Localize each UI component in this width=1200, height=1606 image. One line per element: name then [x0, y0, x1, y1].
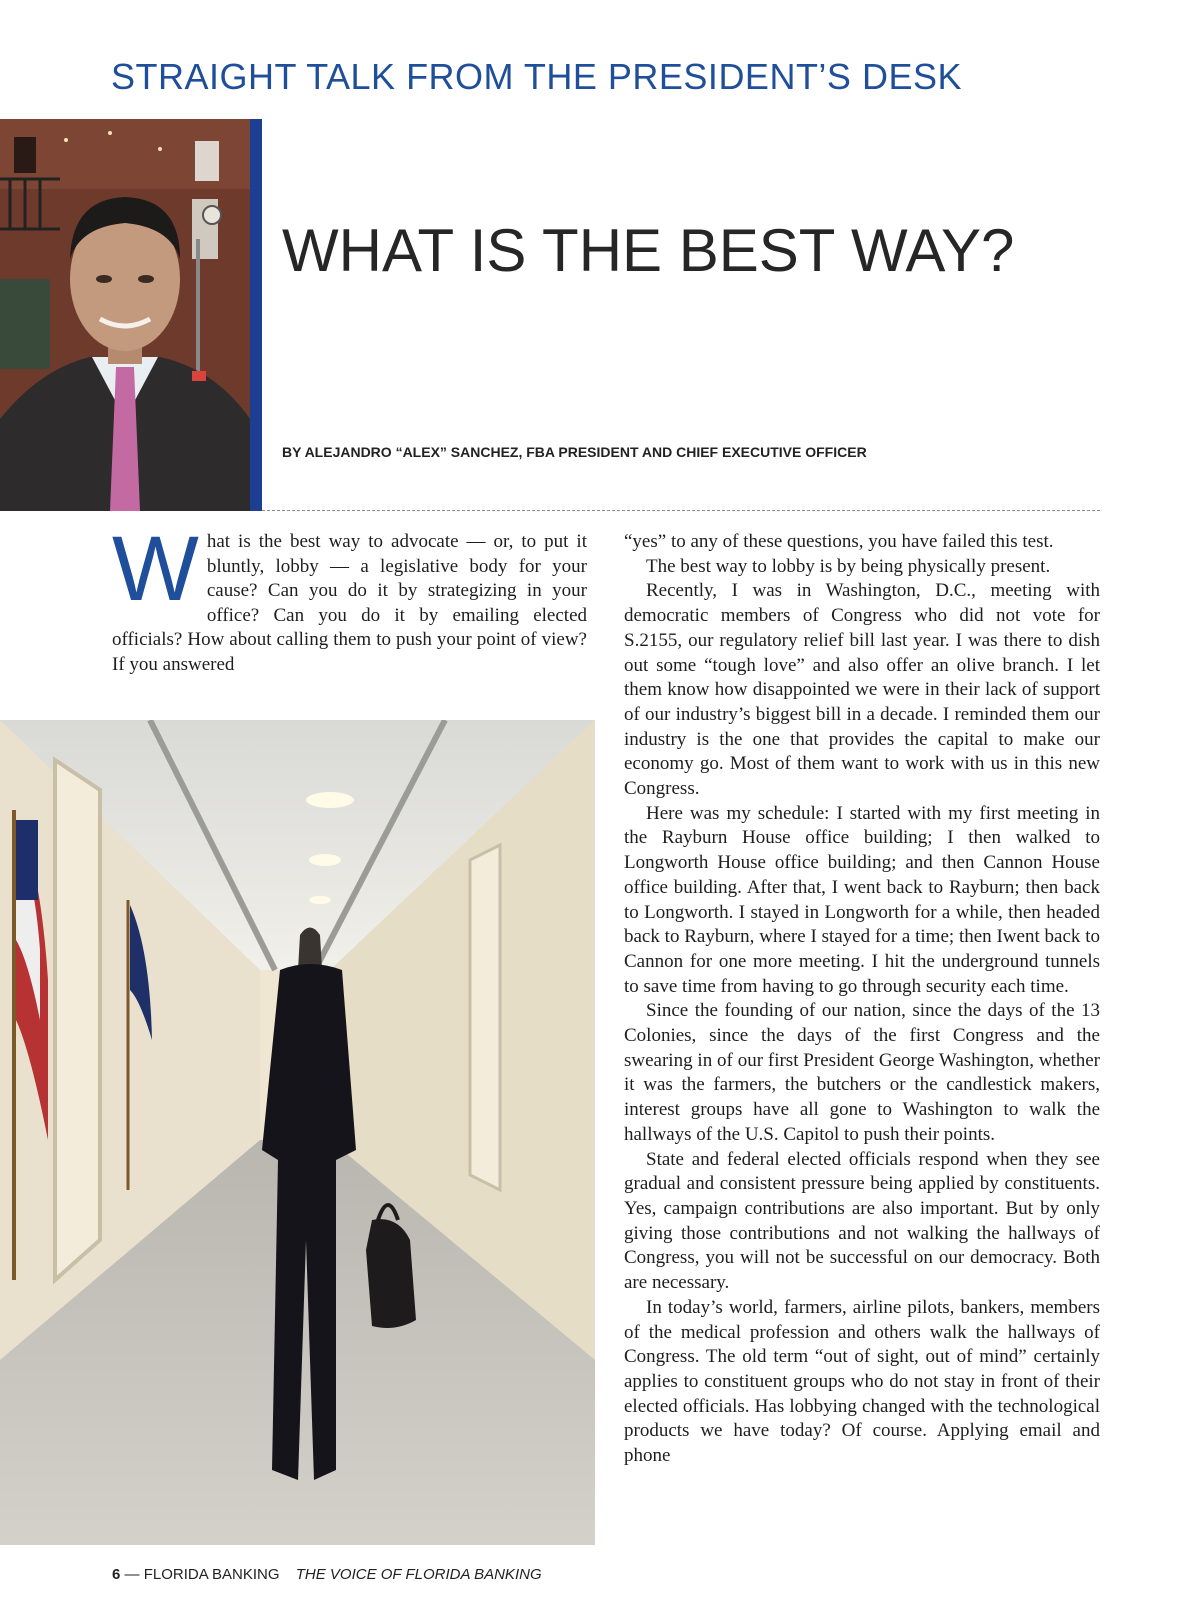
paragraph: Recently, I was in Washington, D.C., meeting with democratic members of Congress who did not vote for S.2155, our regulatory relief bill last year. I was there to dish out some “tough love” and also offer an olive branch. I let them know how disappointed we were in their lack of support of our industry’s biggest bill in a decade. I reminded them our industry is the one that provides the capital to make our economy go. Most of them want to work with us in this new Congress. — [624, 580, 1100, 800]
hallway-illustration — [0, 720, 595, 1545]
paragraph: In today’s world, farmers, airline pilots, bankers, members of the medical profession and others walk the hallways of Congress. The old term “out of sight, out of mind” certainly applies to constituent groups who do not stay in front of their elected officials. Has lobbying changed with the technological products we have today? Of course. Applying email and phone — [624, 1296, 1100, 1467]
paragraph: Here was my schedule: I started with my first meeting in the Rayburn House office building; I then walked to Longworth House office building; and then Cannon House office building. After that, I went back to Rayburn; then back to Longworth. I stayed in Longworth for a while, then headed back to Rayburn, where I stayed for a time; then Iwent back to Cannon for one more meeting. I hit the underground tunnels to save time from having to go through security each time. — [624, 802, 1100, 997]
article-continuation — [624, 530, 1100, 1469]
page-footer — [112, 1566, 542, 1583]
paragraph: Since the founding of our nation, since the days of the 13 Colonies, since the days of the first Congress and the swearing in of our first President George Washington, whether it was the farmers, the butchers or the candlestick makers, interest groups have all gone to Washington to walk the hallways of the U.S. Capitol to push their points. — [624, 1000, 1100, 1145]
article-lead — [112, 518, 587, 678]
page-number: 6 — [112, 1566, 121, 1583]
accent-bar — [250, 119, 262, 511]
byline: BY ALEJANDRO “ALEX” SANCHEZ, FBA PRESIDENT AND CHIEF EXECUTIVE OFFICER — [282, 444, 867, 460]
paragraph: “yes” to any of these questions, you have failed this test. — [624, 531, 1054, 552]
dashed-divider — [262, 510, 1100, 511]
section-title: STRAIGHT TALK FROM THE PRESIDENT’S DESK — [111, 56, 962, 97]
paragraph: The best way to lobby is by being physically present. — [646, 555, 1051, 577]
footer-separator: — — [124, 1566, 140, 1583]
portrait-photo — [0, 119, 250, 511]
publication-name: FLORIDA BANKING — [143, 1566, 280, 1583]
portrait-illustration — [0, 119, 250, 511]
hallway-photo — [0, 720, 595, 1545]
lead-text: hat is the best way to advocate — or, to put it bluntly, lobby — a legislative body for your cause? Can you do it by strategizing in your office? Can you do it by emailing elected officials? How about calling them to push your point of view? If you answered — [112, 531, 587, 675]
drop-cap: W — [112, 518, 199, 620]
publication-tagline: THE VOICE OF FLORIDA BANKING — [295, 1566, 542, 1583]
headline: WHAT IS THE BEST WAY? — [282, 217, 1015, 284]
paragraph: State and federal elected officials respond when they see gradual and consistent pressure being applied by constituents. Yes, campaign contributions are also important. But by only giving those contributions and not walking the hallways of Congress, you will not be successful on our democracy. Both are necessary. — [624, 1148, 1100, 1294]
